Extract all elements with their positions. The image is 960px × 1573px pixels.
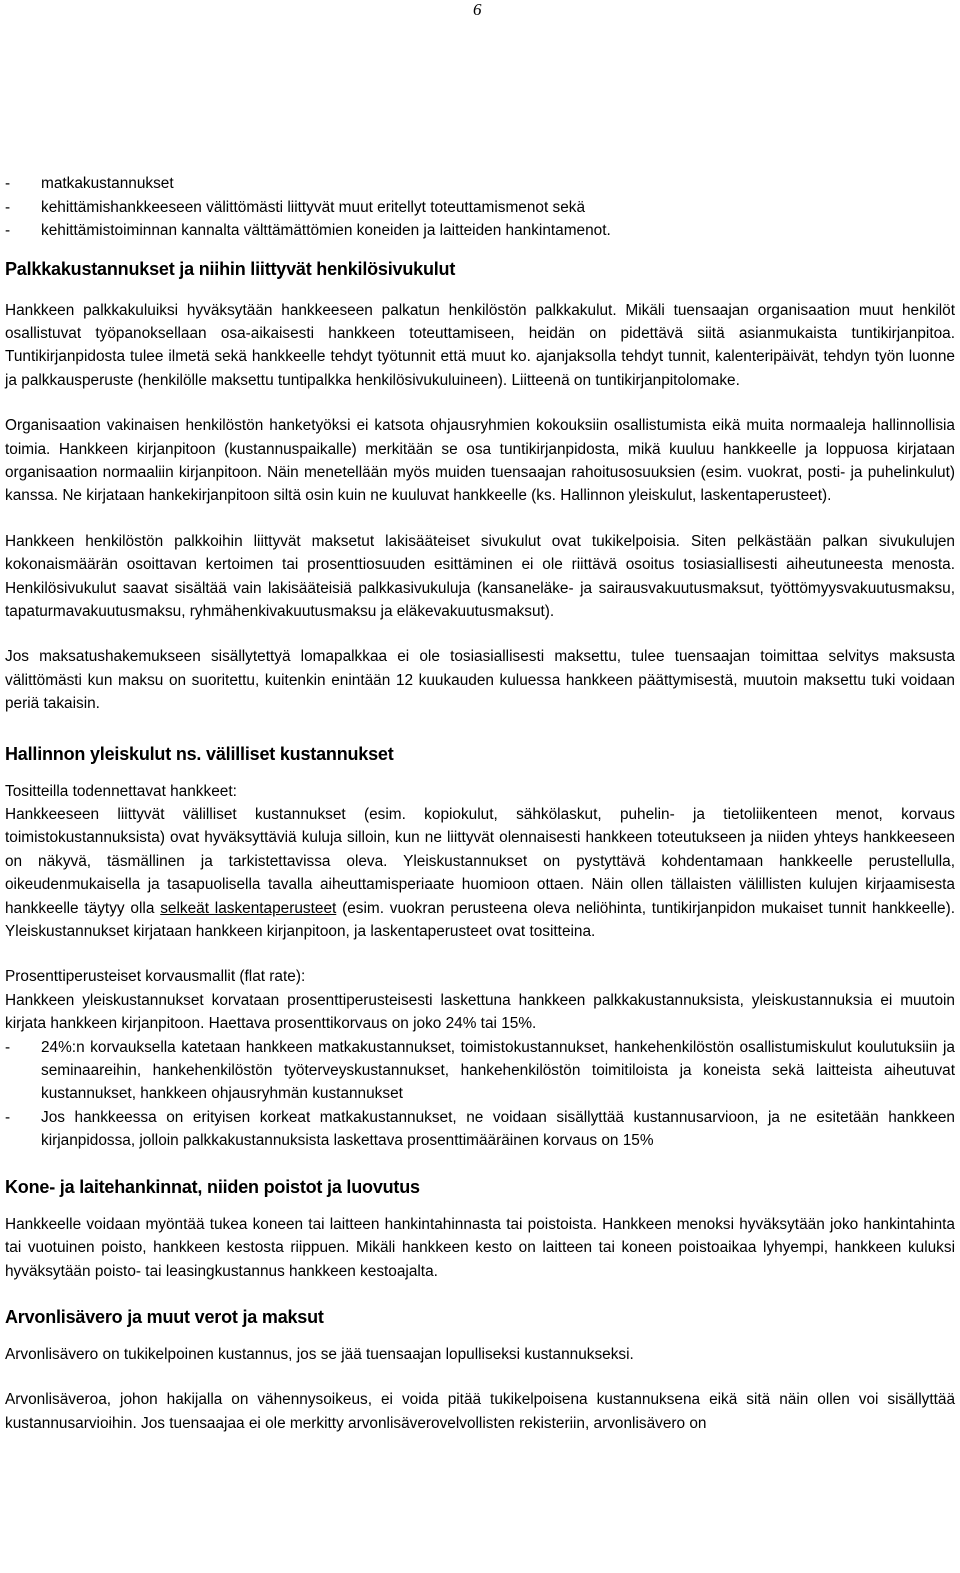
subheading: Tositteilla todennettavat hankkeet: [5, 782, 237, 800]
document-body [5, 172, 955, 1457]
bullet-dash: - [5, 222, 11, 239]
paragraph-text: Hankkeeseen liittyvät välilliset kustannukset (esim. kopiokulut, sähkölaskut, puhelin- ja tietoliikenteen menot, korvaus toimistokustannuksista) ovat hyväksyttäviä kuluja silloin, kun ne liittyvät olennaisesti hankkeen toteutukseen ja niiden yhteys hankkeeseen on näkyvä, täsmällinen ja tarkistettavissa oleva. Yleiskustannukset on pystyttävä kohdentamaan hankkeelle perustellulla, oikeudenmukaisella ja tasapuolisella tavalla aiheuttamisperiaate huomioon ottaen. Näin ollen tällaisten välillisten kulujen kirjaamisesta hankkeelle täytyy olla [5, 806, 955, 917]
section-heading-hallinto: Hallinnon yleiskulut ns. välilliset kustannukset [5, 743, 394, 764]
paragraph: Jos maksatushakemukseen sisällytettyä lomapalkkaa ei ole tosiasiallisesti maksettu, tulee tuensaajan toimittaa selvitys maksusta välittömästi kun maksu on suoritettu, kuitenkin enintään 12 kuukauden kuluessa hankkeen päättymisestä, muutoin maksettu tuki voidaan periä takaisin. [5, 648, 955, 713]
list-item [5, 1106, 955, 1153]
subheading: Prosenttiperusteiset korvausmallit (flat rate): [5, 968, 306, 986]
paragraph: Hankkeen yleiskustannukset korvataan prosenttiperusteisesti laskettuna hankkeen palkkakustannuksista, yleiskustannuksia ei muutoin kirjata hankkeen kirjanpitoon. Haettava prosenttikorvaus on joko 24% tai 15%. [5, 991, 955, 1033]
list-item-text: Jos hankkeessa on erityisen korkeat matkakustannukset, ne voidaan sisällyttää kustannusarvioon, ja ne esitetään hankkeen kirjanpidossa, jolloin palkkakustannuksista laskettava prosenttimääräinen korvaus on 15% [41, 1108, 955, 1150]
list-item [5, 219, 955, 243]
flat-rate-bullet-list [5, 1036, 955, 1153]
bullet-dash: - [5, 175, 11, 192]
paragraph [5, 803, 955, 943]
paragraph: Arvonlisävero on tukikelpoinen kustannus, jos se jää tuensaajan lopulliseksi kustannukseksi. [5, 1345, 634, 1363]
paragraph-text: (esim. vuokran perusteena oleva neliöhinta, tuntikirjanpidon mukaiset tunnit hankkeelle). Yleiskustannukset kirjataan hankkeen kirjanpitoon, ja laskentaperusteet ovat tositteina. [5, 899, 955, 941]
bullet-dash: - [5, 198, 11, 216]
underlined-text: selkeät laskentaperusteet [160, 899, 337, 917]
section-heading-palkka: Palkkakustannukset ja niihin liittyvät henkilösivukulut [5, 258, 456, 279]
paragraph: Hankkeen henkilöstön palkkoihin liittyvät maksetut lakisääteiset sivukulut ovat tukikelpoisia. Siten pelkästään palkan sivukulujen kokonaismäärän osoittavan kertoimen tai prosenttiosuuden esittäminen ei ole riittävä osoitus tosiasiallisesti aiheutuneesta menosta. Henkilösivukulut saavat sisältää vain lakisääteisiä palkkasivukuluja (kansaneläke- ja sairausvakuutusmaksut, työttömyysvakuutusmaksu, tapaturmavakuutusmaksu, ryhmähenkivakuutusmaksu ja eläkevakuutusmaksut). [5, 532, 955, 620]
paragraph: Hankkeelle voidaan myöntää tukea koneen tai laitteen hankintahinnasta tai poistoista. Hankkeen menoksi hyväksytään joko hankintahinta tai vuotuinen poisto, hankkeen kestosta riippuen. Mikäli hankkeen kesto on laitteen tai koneen poistoaikaa lyhyempi, hankkeen kuluksi hyväksytään poisto- tai leasingkustannus hankkeen kestoajalta. [5, 1215, 955, 1280]
list-item [5, 1036, 955, 1106]
paragraph: Organisaation vakinaisen henkilöstön hanketyöksi ei katsota ohjausryhmien kokouksiin osallistumista eikä muita normaaleja hallinnollisia toimia. Hankkeen kirjanpitoon (kustannuspaikalle) merkitään se osa tuntikirjanpidosta, mikä kuuluu hankkeelle ja loppuosa kirjataan organisaation normaaliin kirjanpitoon. Näin menetellään myös muiden tuensaajan rahoitusosuuksien (esim. vuokrat, posti- ja puhelinkulut) kanssa. Ne kirjataan hankekirjanpitoon siltä osin kuin ne kuuluvat hankkeelle (ks. Hallinnon yleiskulut, laskentaperusteet). [5, 417, 955, 505]
paragraph: Hankkeen palkkakuluiksi hyväksytään hankkeeseen palkatun henkilöstön palkkakulut. Mikäli tuensaajan organisaation muut henkilöt osallistuvat työpanoksellaan osa-aikaisesti hankkeen toteuttamiseen, heidän on pidettävä siitä asianmukaista tuntikirjanpitoa. Tuntikirjanpidosta tulee ilmetä sekä hankkeelle tehdyt työtunnit että muut ko. ajanjaksolla tehdyt tunnit, kalenteripäivät, tehdyn työn luonne ja palkkausperuste (henkilölle maksettu tuntipalkka henkilösivukuluineen). Liitteenä on tuntikirjanpitolomake. [5, 301, 955, 389]
list-item-text: 24%:n korvauksella katetaan hankkeen matkakustannukset, toimistokustannukset, hankehenkilöstön osallistumiskulut koulutuksiin ja seminaareihin, hankehenkilöstön työterveyskustannukset, hankehenkilöstön toimitiloista ja koneista sekä laitteista aiheutuvat kustannukset, hankkeen ohjausryhmän kustannukset [41, 1038, 955, 1103]
list-item-text: kehittämistoiminnan kannalta välttämättömien koneiden ja laitteiden hankintamenot. [41, 222, 611, 239]
list-item-text: matkakustannukset [41, 175, 174, 192]
section-heading-kone: Kone- ja laitehankinnat, niiden poistot ja luovutus [5, 1176, 420, 1197]
section-heading-alv: Arvonlisävero ja muut verot ja maksut [5, 1306, 324, 1327]
page-number: 6 [473, 0, 482, 19]
list-item-text: kehittämishankkeeseen välittömästi liittyvät muut eritellyt toteuttamismenot sekä [41, 198, 586, 216]
bullet-dash: - [5, 1038, 11, 1056]
intro-bullet-list [5, 172, 955, 243]
list-item [5, 172, 955, 196]
bullet-dash: - [5, 1108, 11, 1126]
list-item [5, 196, 955, 220]
paragraph: Arvonlisäveroa, johon hakijalla on vähennysoikeus, ei voida pitää tukikelpoisena kustannuksena eikä sitä näin ollen voi sisällyttää kustannusarvioihin. Jos tuensaajaa ei ole merkitty arvonlisäverovelvollisten rekisteriin, arvonlisävero on [5, 1391, 955, 1432]
